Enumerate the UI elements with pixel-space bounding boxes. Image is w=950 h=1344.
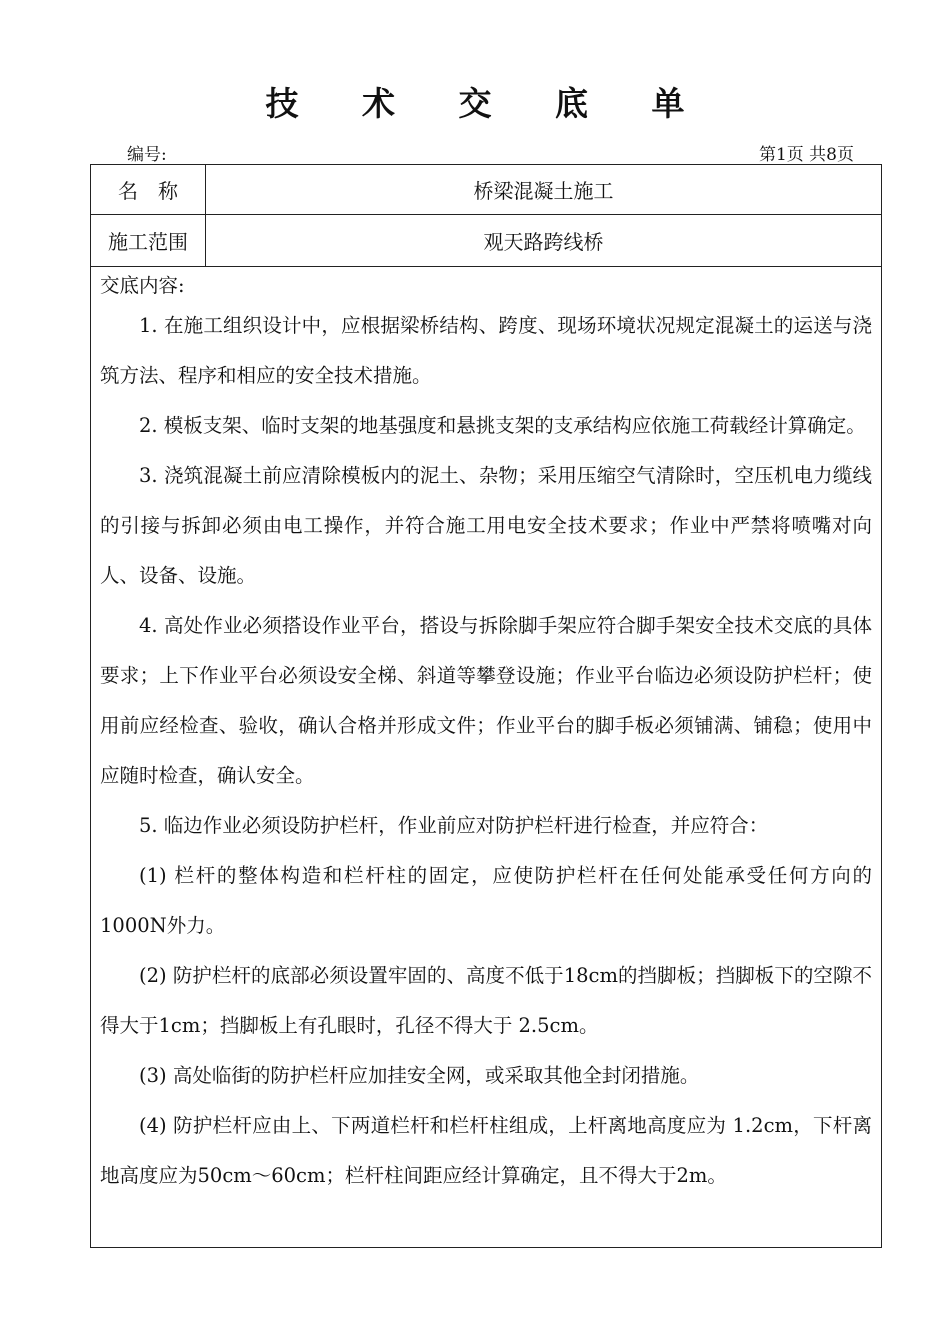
content-paragraph: 2. 模板支架、临时支架的地基强度和悬挑支架的支承结构应依施工荷载经计算确定。 <box>139 414 866 437</box>
name-row <box>91 165 881 215</box>
scope-value: 观天路跨线桥 <box>483 230 604 254</box>
content-paragraph: 4. 高处作业必须搭设作业平台，搭设与拆除脚手架应符合脚手架安全技术交底的具体要求；上下作业平台必须设安全梯、斜道等攀登设施；作业平台临边必须设防护栏杆；使用前应经检查、验收，确认合格并形成文件；作业平台的脚手板必须铺满、铺稳；使用中应随时检查，确认安全。 <box>100 614 872 787</box>
disclosure-form <box>90 164 882 1248</box>
content-paragraph: (3) 高处临街的防护栏杆应加挂安全网，或采取其他全封闭措施。 <box>139 1064 700 1087</box>
disclosure-content <box>100 271 872 1201</box>
content-paragraph: 3. 浇筑混凝土前应清除模板内的泥土、杂物；采用压缩空气清除时，空压机电力缆线的引接与拆卸必须由电工操作，并符合施工用电安全技术要求；作业中严禁将喷嘴对向人、设备、设施。 <box>100 464 872 587</box>
content-paragraph: (2) 防护栏杆的底部必须设置牢固的、高度不低于18cm的挡脚板；挡脚板下的空隙不得大于1cm；挡脚板上有孔眼时，孔径不得大于 2.5cm。 <box>100 964 872 1037</box>
page-info: 第1页 共8页 <box>758 145 854 165</box>
name-label: 名 称 <box>91 165 206 214</box>
name-value: 桥梁混凝土施工 <box>473 179 614 203</box>
content-heading: 交底内容: <box>100 274 185 297</box>
content-paragraph: (1) 栏杆的整体构造和栏杆柱的固定，应使防护栏杆在任何处能承受任何方向的1000N外力。 <box>100 864 872 937</box>
document-number-label: 编号: <box>127 145 167 165</box>
content-paragraph: (4) 防护栏杆应由上、下两道栏杆和栏杆柱组成，上杆离地高度应为 1.2cm，下杆离地高度应为50cm～60cm；栏杆柱间距应经计算确定，且不得大于2m。 <box>100 1114 872 1187</box>
document-title: 技 术 交 底 单 <box>265 84 711 123</box>
scope-label: 施工范围 <box>91 215 206 266</box>
scope-row <box>91 215 881 267</box>
content-paragraph: 5. 临边作业必须设防护栏杆，作业前应对防护栏杆进行检查，并应符合： <box>139 814 769 837</box>
content-paragraph: 1. 在施工组织设计中，应根据梁桥结构、跨度、现场环境状况规定混凝土的运送与浇筑方法、程序和相应的安全技术措施。 <box>100 314 872 387</box>
